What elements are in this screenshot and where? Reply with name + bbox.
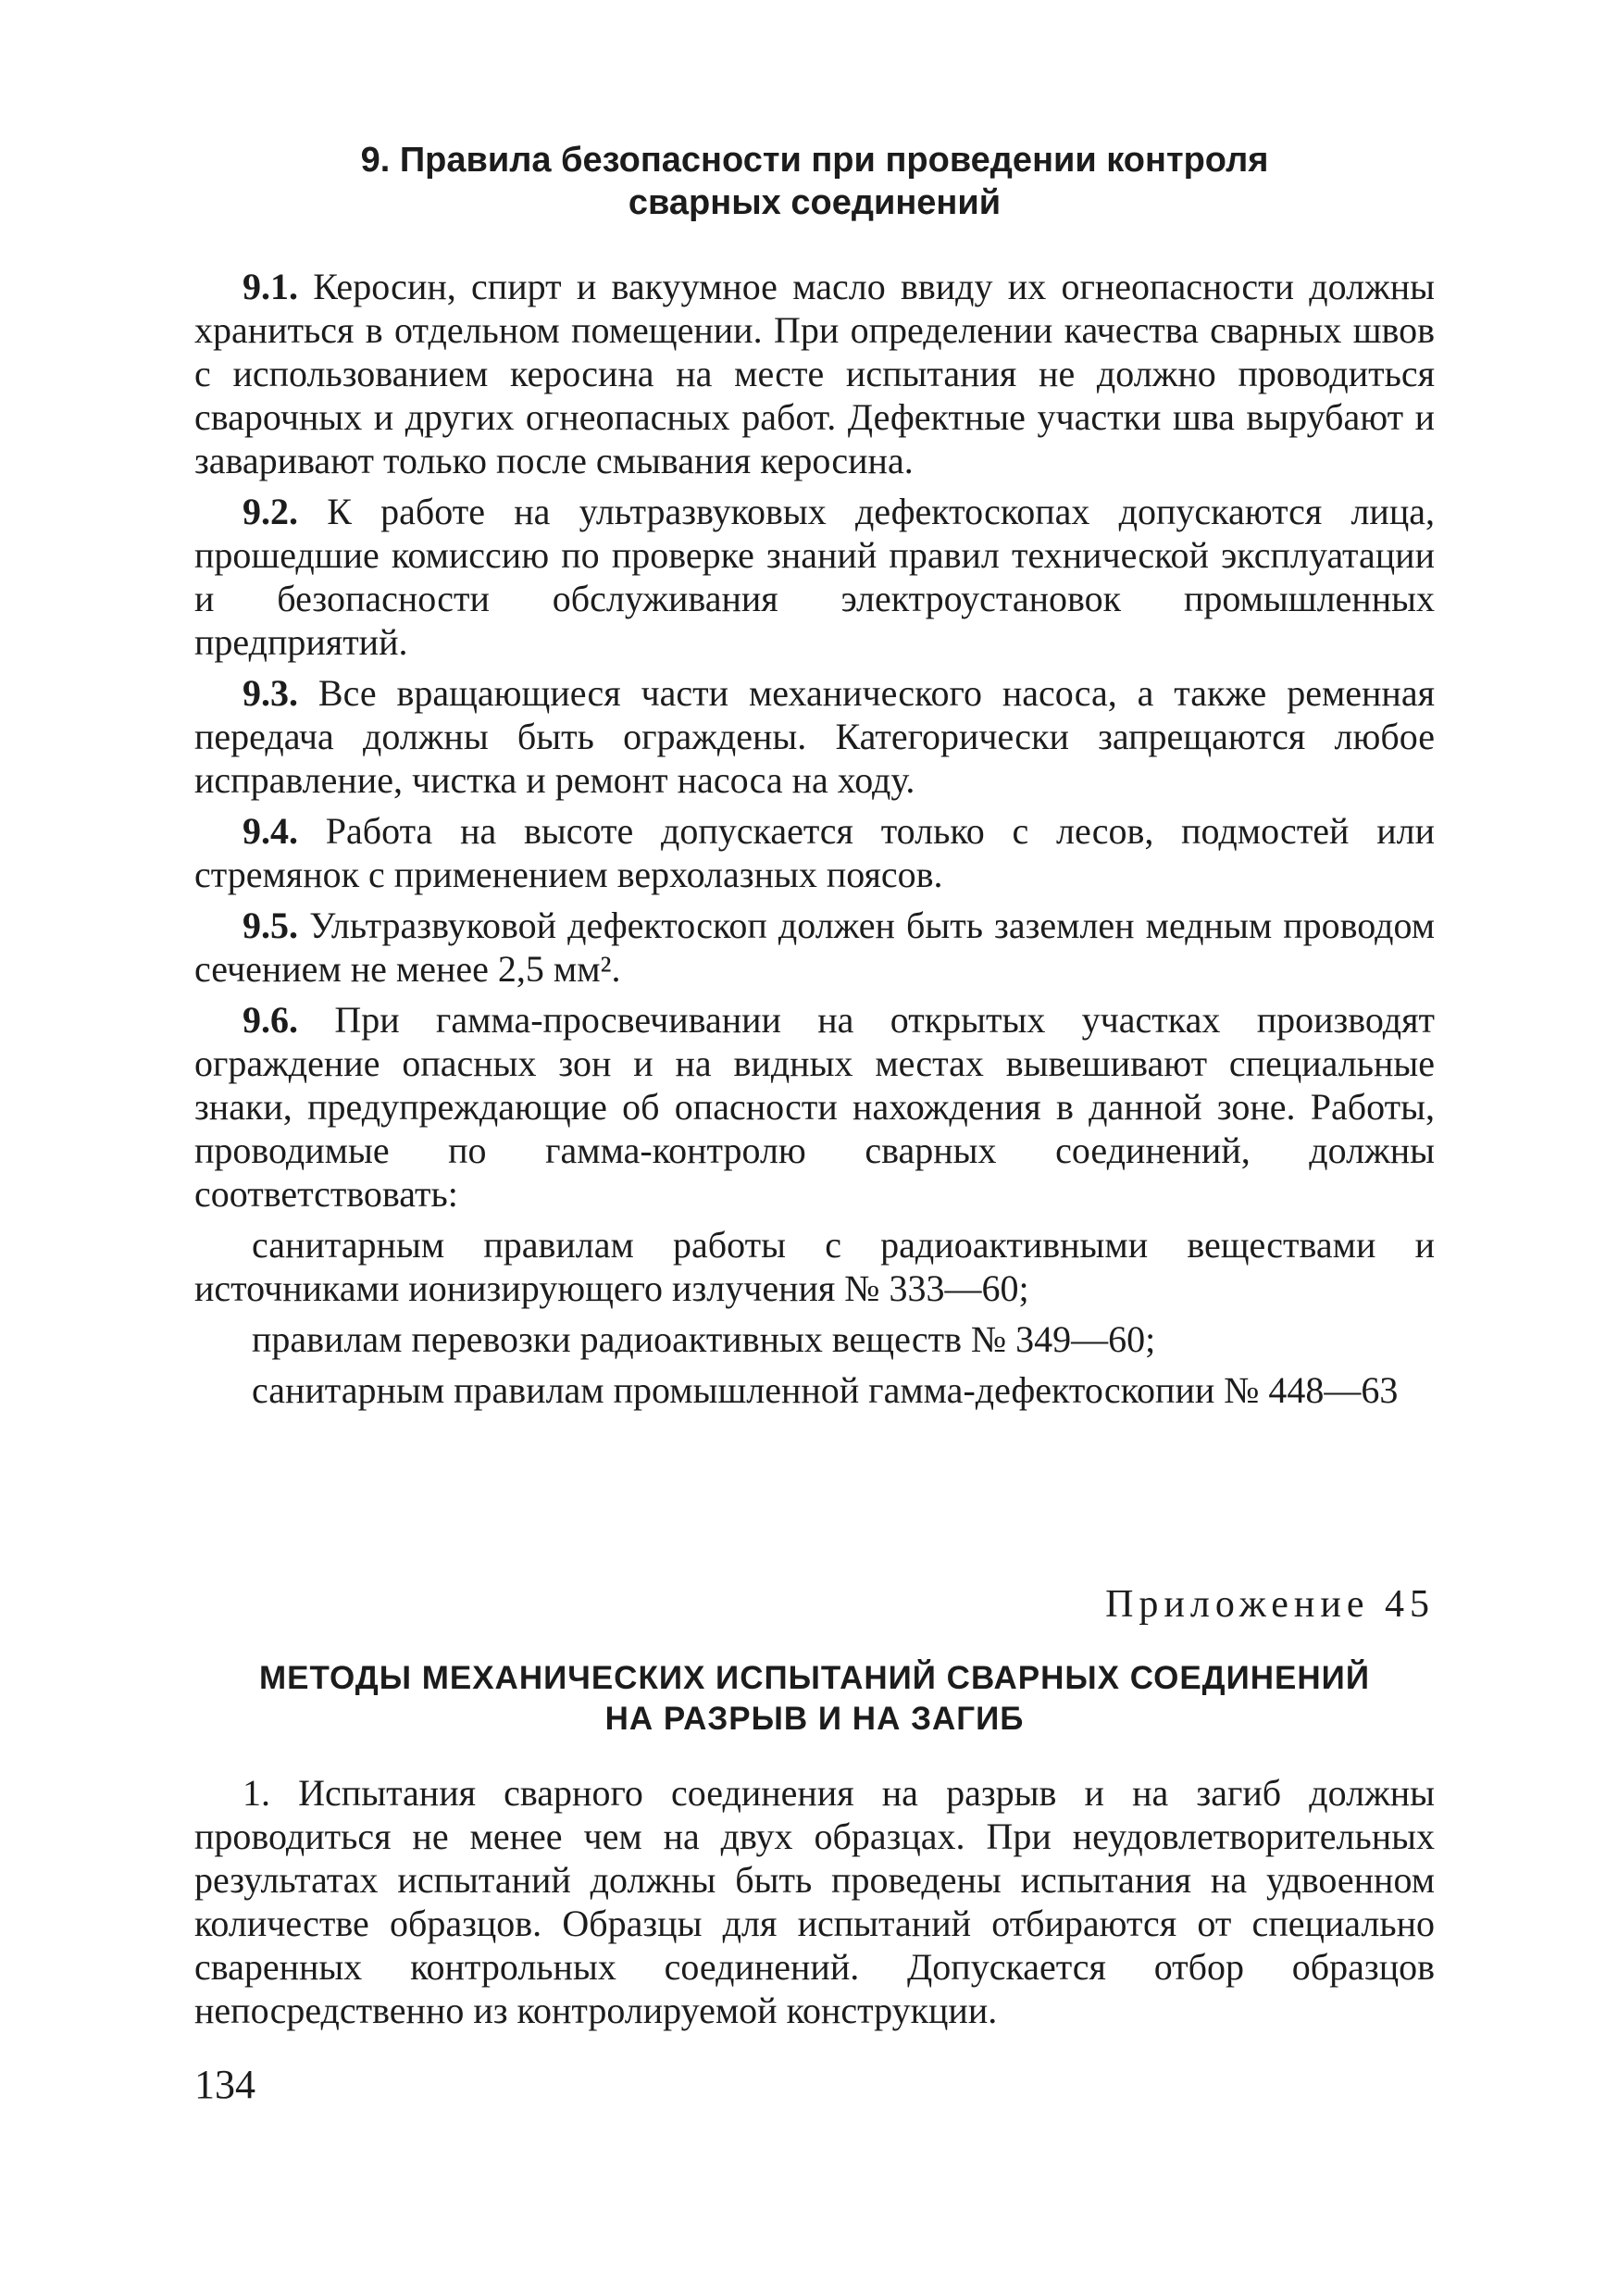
paragraph-text: Испытания сварного соединения на разрыв и на загиб должны проводиться не менее чем на двух образцах. При неудовлетворительных результатах испытаний должны быть проведены испытания на удвоенном количестве образцов. Образцы для испытаний отбираются от специально сваренных контрольных соединений. Допускается отбор образцов непосредственно из контролируемой конструкции.	[194, 1772, 1435, 2031]
paragraph-number: 9.6.	[243, 999, 298, 1041]
list-item: правилам перевозки радиоактивных веществ № 349—60;	[252, 1318, 1156, 1360]
paragraph-9-2	[194, 490, 1435, 664]
paragraph-number: 1.	[243, 1772, 270, 1814]
paragraph-number: 9.2.	[243, 491, 298, 532]
appendix-title-line-2: НА РАЗРЫВ И НА ЗАГИБ	[604, 1701, 1025, 1737]
list-item: санитарным правилам работы с радиоактивными веществами и источниками ионизирующего излучения № 333—60;	[194, 1224, 1435, 1309]
appendix-paragraph-1	[194, 1771, 1435, 2032]
paragraph-9-3	[194, 671, 1435, 802]
paragraph-9-4	[194, 809, 1435, 896]
paragraph-text: Все вращающиеся части механического насоса, а также ременная передача должны быть ограждены. Категорически запрещаются любое исправление, чистка и ремонт насоса на ходу.	[194, 672, 1435, 801]
paragraph-number: 9.1.	[243, 266, 298, 307]
appendix-label: Приложение 45	[1105, 1583, 1435, 1626]
section-title-line-1: 9. Правила безопасности при проведении контроля	[360, 141, 1269, 180]
document-page	[194, 139, 1435, 2040]
section-gap	[194, 1419, 1435, 1582]
paragraph-text: К работе на ультразвуковых дефектоскопах допускаются лица, прошедшие комиссию по проверке знаний правил технической эксплуатации и безопасности обслуживания электроустановок промышленных предприятий.	[194, 491, 1435, 663]
section-title-line-2: сварных соединений	[628, 183, 1002, 222]
paragraph-9-1	[194, 265, 1435, 482]
paragraph-text: Керосин, спирт и вакуумное масло ввиду их огнеопасности должны храниться в отдельном помещении. При определении качества сварных швов с использованием керосина на месте испытания не должно проводиться сварочных и других огнеопасных работ. Дефектные участки шва вырубают и заваривают только после смывания керосина.	[194, 266, 1435, 481]
paragraph-number: 9.4.	[243, 810, 298, 852]
paragraph-text: Работа на высоте допускается только с лесов, подмостей или стремянок с применением верхолазных поясов.	[194, 810, 1435, 895]
paragraph-number: 9.5.	[243, 905, 298, 946]
paragraph-text: Ультразвуковой дефектоскоп должен быть заземлен медным проводом сечением не менее 2,5 мм².	[194, 905, 1435, 990]
appendix-title	[194, 1658, 1435, 1740]
list-item: санитарным правилам промышленной гамма-дефектоскопии № 448—63	[252, 1369, 1399, 1411]
page-number: 134	[194, 2062, 255, 2107]
section-title	[194, 139, 1435, 224]
paragraph-9-5	[194, 904, 1435, 991]
appendix-title-line-1: МЕТОДЫ МЕХАНИЧЕСКИХ ИСПЫТАНИЙ СВАРНЫХ СОЕДИНЕНИЙ	[259, 1660, 1370, 1696]
paragraph-text: При гамма-просвечивании на открытых участках производят ограждение опасных зон и на видных местах вывешивают специальные знаки, предупреждающие об опасности нахождения в данной зоне. Работы, проводимые по гамма-контролю сварных соединений, должны соответствовать:	[194, 999, 1435, 1215]
paragraph-9-6	[194, 998, 1435, 1216]
paragraph-number: 9.3.	[243, 672, 298, 714]
